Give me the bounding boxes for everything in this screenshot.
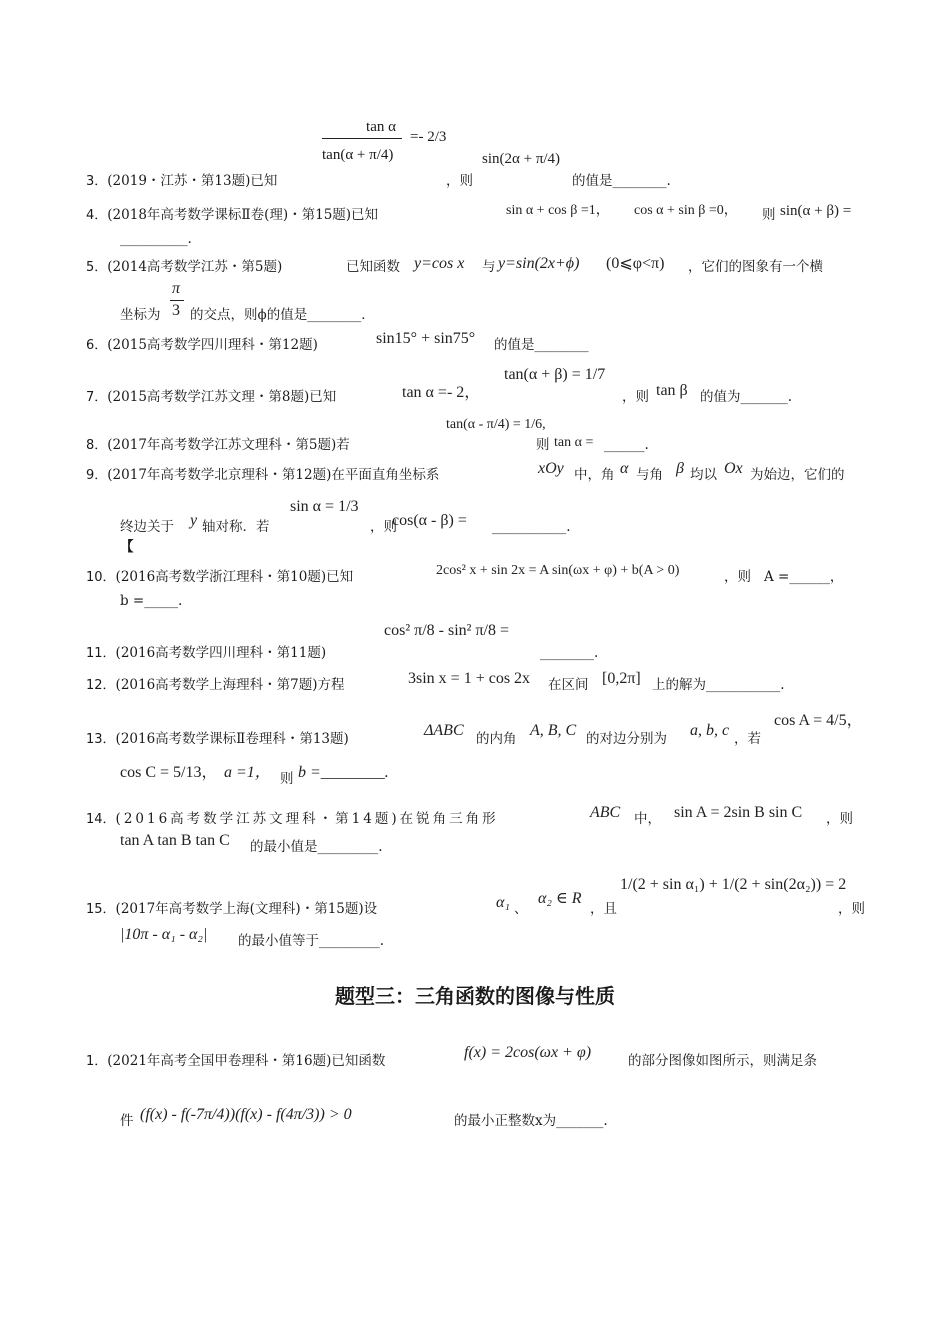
section-heading: 题型三：三角函数的图像与性质 <box>335 984 615 1008</box>
q3-mid-text: ，则 <box>446 173 473 189</box>
q5-function-1: y=cos x <box>414 255 465 272</box>
q5-text-1: 已知函数 <box>346 259 400 275</box>
q5-text-5: 的交点，则ϕ的值是________． <box>190 307 375 323</box>
q5-text-3: ，它们的图象有一个横 <box>688 259 823 275</box>
q4-condition-1: sin α + cos β =1， <box>506 203 610 218</box>
q13-number: 13． <box>86 732 116 747</box>
q9-xoy: xOy <box>538 460 564 477</box>
q7-tail: 的值为_______. <box>700 389 793 405</box>
section3-question-1 <box>86 1044 866 1071</box>
q3-expression: sin(2α + π/4) <box>482 151 561 167</box>
q10-expression: 2cos² x + sin 2x = A sin(ωx + φ) + b(A > 0) <box>436 563 680 578</box>
q15-number: 15． <box>86 902 116 917</box>
q7-number: 7． <box>86 390 108 405</box>
q3-fraction-rhs: =- 2/3 <box>410 129 447 145</box>
q5-function-2: y=sin(2x+ϕ) <box>498 255 580 272</box>
q13-cos-c: cos C = 5/13， <box>120 764 218 781</box>
q12-tail: 上的解为___________. <box>652 677 785 693</box>
q3-source: (2019・江苏・第13题)已知 <box>107 173 278 189</box>
q3-fraction-bar <box>322 138 402 139</box>
q9-text-7: ，则 <box>370 519 397 535</box>
q15-text-1: 、 <box>514 901 528 917</box>
q8-expression-2: tan α = <box>554 435 594 450</box>
q9-blank: ___________. <box>492 519 571 535</box>
q7-expression-1: tan α =- 2， <box>402 384 481 401</box>
q13-text-2: 的对边分别为 <box>586 731 667 747</box>
question-12 <box>86 670 866 695</box>
q7-expression-3: tan β <box>656 382 688 399</box>
question-6 <box>86 330 866 355</box>
q11-number: 11． <box>86 646 116 661</box>
q5-fraction-denominator: 3 <box>172 302 180 319</box>
p1-tail: 的最小正整数x为_______. <box>454 1113 608 1129</box>
q6-expression: sin15° + sin75° <box>376 330 476 347</box>
q13-cos-a: cos A = 4/5， <box>774 712 863 729</box>
q8-expression-1: tan(α - π/4) = 1/6, <box>446 417 546 432</box>
q13-sides: a, b, c <box>690 722 730 739</box>
q12-number: 12． <box>86 678 116 693</box>
q9-bracket: 【 <box>120 539 134 555</box>
q3-number: 3． <box>86 174 108 189</box>
q12-interval: [0,2π] <box>602 670 641 687</box>
q15-text-2: ，且 <box>590 901 617 917</box>
q10-a-answer: A =______， <box>764 569 844 585</box>
q6-number: 6． <box>86 338 108 353</box>
q9-y: y <box>190 512 198 529</box>
q11-tail: ________. <box>540 645 599 661</box>
q7-expression-2: tan(α + β) = 1/7 <box>504 366 606 383</box>
q4-mid-text: 则 <box>762 207 776 223</box>
question-7 <box>86 366 866 407</box>
q14-expression-2: tan A tan B tan C <box>120 832 230 849</box>
q5-fraction-bar <box>170 300 184 301</box>
question-9-line-2 <box>120 496 900 556</box>
q15-alpha-2: α₂ ∈ R <box>538 890 582 907</box>
q5-source: (2014高考数学江苏・第5题) <box>107 259 283 275</box>
q7-source: (2015高考数学江苏文理・第8题)已知 <box>107 389 337 405</box>
q13-a-value: a =1， <box>224 764 271 781</box>
q4-source: (2018年高考数学课标Ⅱ卷(理)・第15题)已知 <box>107 207 379 223</box>
q5-fraction-numerator: π <box>172 280 181 297</box>
q15-tail: 的最小值等于_________. <box>238 933 385 949</box>
question-8 <box>86 417 866 455</box>
q9-source: (2017年高考数学北京理科・第12题)在平面直角坐标系 <box>107 467 440 483</box>
question-4 <box>86 203 866 225</box>
q10-number: 10． <box>86 570 116 585</box>
q9-number: 9． <box>86 468 108 483</box>
q8-number: 8． <box>86 438 108 453</box>
q8-mid: 则 <box>536 437 550 453</box>
p1-text-1: 的部分图像如图所示，则满足条 <box>628 1053 817 1069</box>
q5-text-4: 坐标为 <box>120 307 161 323</box>
q13-text-1: 的内角 <box>476 731 517 747</box>
question-3 <box>86 118 866 188</box>
q12-text-1: 在区间 <box>548 677 589 693</box>
question-5 <box>86 255 866 277</box>
q3-fraction-numerator: tan α <box>366 119 396 135</box>
question-4-line-2 <box>120 230 900 248</box>
q5-number: 5． <box>86 260 108 275</box>
q5-text-2: 与 <box>482 259 496 275</box>
q13-triangle: ΔABC <box>424 722 464 739</box>
q15-expression: 1/(2 + sin α₁) + 1/(2 + sin(2α₂)) = 2 <box>620 876 847 893</box>
q6-source: (2015高考数学四川理科・第12题) <box>107 337 318 353</box>
q15-expression-2: |10π - α₁ - α₂| <box>120 926 208 943</box>
q13-angles: A, B, C <box>530 722 577 739</box>
question-14 <box>86 804 866 829</box>
p1-source: (2021年高考全国甲卷理科・第16题)已知函数 <box>107 1053 386 1069</box>
q13-source: (2016高考数学课标Ⅱ卷理科・第13题) <box>115 731 349 747</box>
q4-condition-2: cos α + sin β =0， <box>634 203 738 218</box>
q15-alpha-1: α₁ <box>496 894 510 911</box>
q15-source: (2017年高考数学上海(文理科)・第15题)设 <box>115 901 378 917</box>
q12-expression: 3sin x = 1 + cos 2x <box>408 670 531 687</box>
q13-text-3: ，若 <box>734 731 761 747</box>
q14-text-2: ，则 <box>826 811 853 827</box>
q15-text-3: ，则 <box>838 901 865 917</box>
question-15 <box>86 876 866 919</box>
question-13 <box>86 712 866 749</box>
q7-mid: ，则 <box>622 389 649 405</box>
q3-fraction-denominator: tan(α + π/4) <box>322 147 394 163</box>
q10-text-1: ，则 <box>724 569 751 585</box>
q14-source: (2016高考数学江苏文理科・第14题)在锐角三角形 <box>115 811 499 827</box>
q9-text-1: 中，角 <box>574 467 615 483</box>
question-11 <box>86 622 866 663</box>
q9-beta: β <box>676 460 684 477</box>
p1-number: 1． <box>86 1054 108 1069</box>
q8-source: (2017年高考数学江苏文理科・第5题)若 <box>107 437 350 453</box>
q14-triangle: ABC <box>590 804 621 821</box>
q4-blank: __________. <box>120 231 192 247</box>
q14-number: 14． <box>86 812 116 827</box>
question-9 <box>86 460 866 485</box>
q10-source: (2016高考数学浙江理科・第10题)已知 <box>115 569 354 585</box>
question-10-line-2 <box>120 592 900 610</box>
q8-tail: ______. <box>604 437 649 453</box>
q14-expression: sin A = 2sin B sin C <box>674 804 803 821</box>
q9-text-6: 轴对称．若 <box>202 519 270 535</box>
q9-expression-1: sin α = 1/3 <box>290 498 359 515</box>
q9-text-5: 终边关于 <box>120 519 174 535</box>
q3-tail: 的值是________. <box>572 173 671 189</box>
q6-tail: 的值是________ <box>494 337 589 353</box>
q9-text-2: 与角 <box>636 467 663 483</box>
q9-text-3: 均以 <box>690 467 717 483</box>
p1-expression: f(x) = 2cos(ωx + φ) <box>464 1044 592 1061</box>
q4-number: 4． <box>86 208 108 223</box>
p1-text-2: 件 <box>120 1113 134 1129</box>
q13-b-answer: b =________. <box>298 764 389 781</box>
question-10 <box>86 563 866 587</box>
q5-condition: (0⩽φ<π) <box>606 255 665 272</box>
q9-alpha: α <box>620 460 629 477</box>
q9-ox: Ox <box>724 460 743 477</box>
q9-text-4: 为始边，它们的 <box>750 467 845 483</box>
q13-text-4: 则 <box>280 771 294 787</box>
q12-source: (2016高考数学上海理科・第7题)方程 <box>115 677 345 693</box>
p1-expression-2: (f(x) - f(-7π/4))(f(x) - f(4π/3)) > 0 <box>140 1106 352 1123</box>
q9-expression-2: cos(α - β) = <box>392 512 467 529</box>
q11-source: (2016高考数学四川理科・第11题) <box>115 645 327 661</box>
q11-expression: cos² π/8 - sin² π/8 = <box>384 622 509 639</box>
q14-text-1: 中， <box>634 811 661 827</box>
question-5-line-2 <box>120 282 900 326</box>
q14-tail: 的最小值是_________. <box>250 839 383 855</box>
q10-b-answer: b =_____. <box>120 593 183 609</box>
q4-expression: sin(α + β) = <box>780 203 852 219</box>
